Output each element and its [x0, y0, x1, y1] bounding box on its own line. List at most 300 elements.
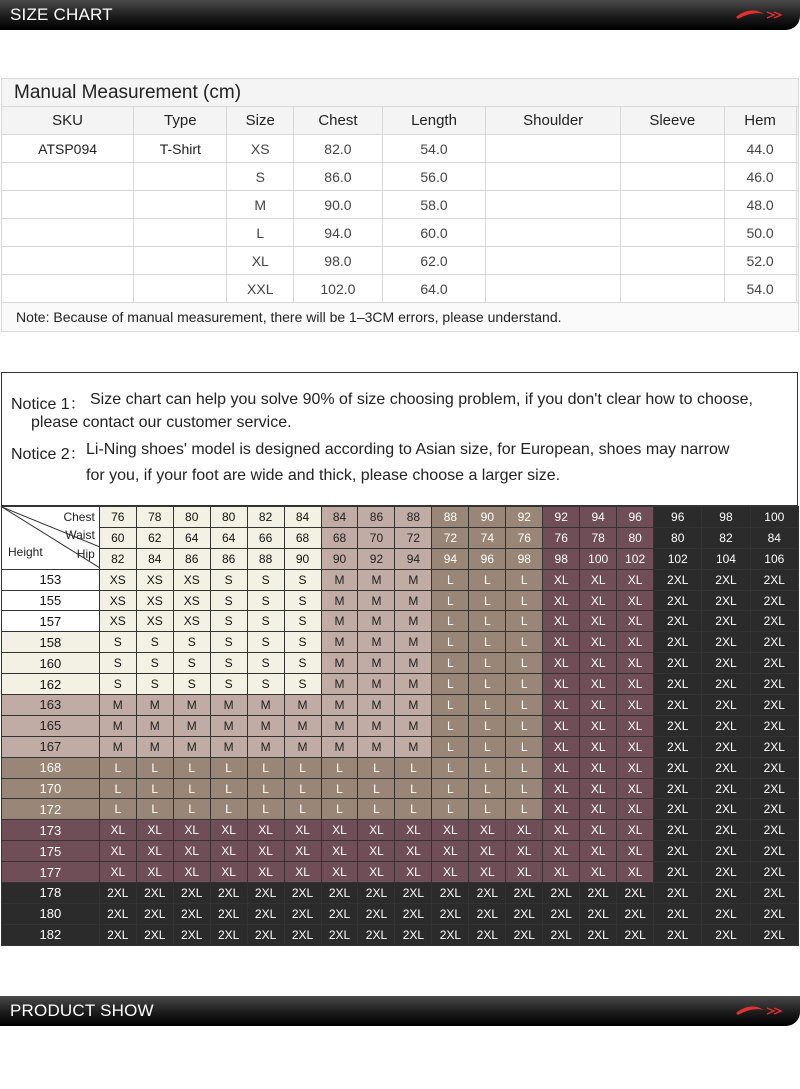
hip-value-cell: 86 — [210, 548, 247, 569]
size-cell: M — [99, 715, 136, 736]
size-cell: L — [321, 757, 358, 778]
size-cell: XL — [136, 841, 173, 862]
size-cell: L — [469, 632, 506, 653]
chest-value-cell: 86 — [358, 507, 395, 528]
size-cell: 2XL — [750, 715, 798, 736]
measurement-row — [2, 135, 799, 163]
hip-value-cell: 102 — [617, 548, 654, 569]
size-cell: L — [469, 695, 506, 716]
size-cell: XL — [247, 862, 284, 883]
measurement-header-cell — [796, 107, 798, 135]
height-cell: 158 — [2, 632, 100, 653]
size-cell: 2XL — [750, 841, 798, 862]
size-cell: S — [210, 674, 247, 695]
size-cell: S — [247, 611, 284, 632]
size-cell: S — [99, 653, 136, 674]
size-cell: S — [284, 590, 321, 611]
size-row — [2, 862, 799, 883]
size-cell: L — [506, 778, 543, 799]
size-cell: 2XL — [654, 715, 702, 736]
size-cell: 2XL — [750, 653, 798, 674]
measurement-cell: XS — [227, 135, 294, 163]
size-row — [2, 883, 799, 904]
size-row — [2, 674, 799, 695]
measurement-cell: 62.0 — [382, 247, 486, 275]
size-row — [2, 841, 799, 862]
size-cell: L — [136, 799, 173, 820]
size-cell: M — [136, 736, 173, 757]
size-cell: 2XL — [543, 924, 580, 945]
size-cell: 2XL — [99, 883, 136, 904]
size-cell: M — [173, 736, 210, 757]
chest-value-cell: 98 — [702, 507, 750, 528]
size-cell: L — [284, 778, 321, 799]
size-cell: S — [173, 632, 210, 653]
size-cell: XL — [284, 841, 321, 862]
measurement-cell — [486, 219, 621, 247]
size-cell: 2XL — [580, 924, 617, 945]
size-cell: L — [210, 799, 247, 820]
size-cell: XS — [99, 590, 136, 611]
size-cell: L — [469, 736, 506, 757]
height-cell: 157 — [2, 611, 100, 632]
hip-value-cell: 102 — [654, 548, 702, 569]
size-cell: XL — [469, 841, 506, 862]
size-cell: 2XL — [210, 924, 247, 945]
measurement-cell — [621, 135, 724, 163]
size-cell: L — [173, 799, 210, 820]
size-cell: L — [432, 778, 469, 799]
size-cell: L — [173, 778, 210, 799]
li-ning-logo-icon — [734, 1004, 790, 1018]
measurement-cell — [621, 191, 724, 219]
size-cell: L — [506, 757, 543, 778]
measurement-cell — [796, 163, 798, 191]
size-cell: XL — [580, 611, 617, 632]
size-cell: 2XL — [750, 611, 798, 632]
size-cell: 2XL — [173, 924, 210, 945]
size-cell: L — [136, 757, 173, 778]
size-cell: 2XL — [654, 903, 702, 924]
size-cell: XL — [136, 862, 173, 883]
size-cell: M — [321, 569, 358, 590]
measurement-cell: S — [227, 163, 294, 191]
size-cell: L — [469, 778, 506, 799]
size-cell: 2XL — [750, 736, 798, 757]
size-cell: XL — [543, 695, 580, 716]
size-cell: M — [395, 653, 432, 674]
size-cell: M — [284, 695, 321, 716]
size-cell: L — [99, 799, 136, 820]
size-cell: 2XL — [750, 903, 798, 924]
hip-value-cell: 106 — [750, 548, 798, 569]
size-cell: M — [395, 632, 432, 653]
size-cell: XL — [617, 569, 654, 590]
size-cell: 2XL — [284, 903, 321, 924]
size-cell: L — [321, 799, 358, 820]
hip-value-cell: 90 — [284, 548, 321, 569]
measurement-row — [2, 275, 799, 303]
size-cell: L — [506, 736, 543, 757]
height-cell: 167 — [2, 736, 100, 757]
size-cell: M — [321, 695, 358, 716]
size-cell: XL — [543, 757, 580, 778]
size-cell: L — [506, 590, 543, 611]
size-cell: S — [247, 653, 284, 674]
size-cell: M — [321, 715, 358, 736]
size-cell: XL — [395, 820, 432, 841]
height-cell: 160 — [2, 653, 100, 674]
size-cell: L — [469, 569, 506, 590]
size-cell: S — [247, 590, 284, 611]
size-cell: 2XL — [750, 695, 798, 716]
measurement-cell — [486, 191, 621, 219]
size-cell: L — [506, 799, 543, 820]
measurement-cell — [2, 247, 134, 275]
grid-corner — [2, 507, 100, 570]
hip-value-cell: 86 — [173, 548, 210, 569]
size-cell: M — [395, 590, 432, 611]
size-cell: 2XL — [136, 903, 173, 924]
size-cell: L — [395, 778, 432, 799]
measurement-cell: 48.0 — [724, 191, 796, 219]
size-cell: L — [358, 757, 395, 778]
size-cell: 2XL — [702, 590, 750, 611]
size-cell: M — [358, 695, 395, 716]
size-cell: XL — [580, 653, 617, 674]
size-cell: L — [136, 778, 173, 799]
size-cell: XL — [580, 820, 617, 841]
size-cell: XL — [173, 862, 210, 883]
chest-value-cell: 76 — [99, 507, 136, 528]
size-cell: 2XL — [702, 632, 750, 653]
size-cell: S — [284, 569, 321, 590]
size-cell: 2XL — [750, 757, 798, 778]
height-cell: 182 — [2, 924, 100, 945]
measurement-cell: 50.0 — [724, 219, 796, 247]
size-cell: XL — [543, 715, 580, 736]
size-cell: 2XL — [284, 883, 321, 904]
measurement-header-cell: SKU — [2, 107, 134, 135]
size-cell: XL — [543, 632, 580, 653]
size-cell: M — [173, 715, 210, 736]
size-cell: 2XL — [654, 695, 702, 716]
measurement-header-cell: Size — [227, 107, 294, 135]
size-cell: 2XL — [432, 924, 469, 945]
size-row — [2, 611, 799, 632]
size-cell: 2XL — [136, 924, 173, 945]
size-cell: 2XL — [702, 715, 750, 736]
height-cell: 168 — [2, 757, 100, 778]
measurement-cell — [486, 135, 621, 163]
waist-value-cell: 70 — [358, 527, 395, 548]
notice-2-text-cont: for you, if your foot are wide and thick, please choose a larger size. — [86, 467, 561, 484]
size-cell: XL — [321, 841, 358, 862]
size-cell: S — [284, 611, 321, 632]
measurement-table — [1, 78, 799, 332]
size-cell: L — [506, 695, 543, 716]
chest-value-cell: 80 — [210, 507, 247, 528]
measurement-header-cell: Hem — [724, 107, 796, 135]
size-cell: M — [321, 736, 358, 757]
size-cell: M — [136, 715, 173, 736]
measurement-cell: XXL — [227, 275, 294, 303]
measurement-cell — [134, 219, 227, 247]
measurement-cell — [2, 163, 134, 191]
size-cell: XL — [506, 841, 543, 862]
size-cell: S — [284, 632, 321, 653]
size-cell: 2XL — [358, 883, 395, 904]
size-cell: XL — [99, 862, 136, 883]
size-cell: L — [432, 590, 469, 611]
height-cell: 170 — [2, 778, 100, 799]
size-cell: 2XL — [654, 736, 702, 757]
height-label: Height — [8, 545, 43, 559]
hip-row — [2, 548, 799, 569]
height-cell: 180 — [2, 903, 100, 924]
chest-value-cell: 100 — [750, 507, 798, 528]
size-cell: XL — [173, 820, 210, 841]
size-cell: 2XL — [580, 903, 617, 924]
measurement-cell — [621, 219, 724, 247]
size-cell: XL — [543, 841, 580, 862]
measurement-cell — [621, 247, 724, 275]
size-cell: 2XL — [469, 883, 506, 904]
size-chart-banner — [0, 0, 800, 30]
height-cell: 178 — [2, 883, 100, 904]
size-cell: L — [469, 653, 506, 674]
waist-value-cell: 68 — [321, 527, 358, 548]
size-cell: 2XL — [358, 903, 395, 924]
size-cell: 2XL — [506, 924, 543, 945]
size-cell: L — [395, 799, 432, 820]
size-cell: 2XL — [654, 841, 702, 862]
size-cell: S — [99, 674, 136, 695]
size-cell: 2XL — [750, 820, 798, 841]
measurement-cell — [796, 275, 798, 303]
size-cell: 2XL — [702, 757, 750, 778]
height-cell: 175 — [2, 841, 100, 862]
size-cell: XL — [617, 778, 654, 799]
size-cell: XL — [247, 820, 284, 841]
size-cell: 2XL — [173, 883, 210, 904]
size-cell: 2XL — [702, 695, 750, 716]
size-cell: XL — [210, 820, 247, 841]
waist-value-cell: 78 — [580, 527, 617, 548]
size-cell: M — [395, 611, 432, 632]
size-cell: XL — [543, 862, 580, 883]
height-cell: 172 — [2, 799, 100, 820]
waist-value-cell: 68 — [284, 527, 321, 548]
size-cell: 2XL — [99, 924, 136, 945]
size-cell: 2XL — [654, 883, 702, 904]
hip-value-cell: 94 — [395, 548, 432, 569]
measurement-cell — [796, 135, 798, 163]
size-cell: XL — [543, 736, 580, 757]
size-cell: 2XL — [654, 799, 702, 820]
size-cell: 2XL — [543, 883, 580, 904]
size-cell: L — [284, 799, 321, 820]
size-cell: L — [506, 569, 543, 590]
measurement-header-cell: Type — [134, 107, 227, 135]
size-cell: L — [506, 674, 543, 695]
size-cell: M — [173, 695, 210, 716]
size-cell: 2XL — [358, 924, 395, 945]
size-cell: L — [506, 611, 543, 632]
size-cell: XL — [580, 590, 617, 611]
size-cell: 2XL — [702, 569, 750, 590]
size-row — [2, 653, 799, 674]
size-cell: S — [210, 611, 247, 632]
size-cell: L — [469, 757, 506, 778]
size-cell: XS — [136, 590, 173, 611]
size-cell: XL — [284, 862, 321, 883]
size-row — [2, 903, 799, 924]
size-cell: XL — [580, 757, 617, 778]
size-cell: 2XL — [750, 569, 798, 590]
size-cell: L — [247, 778, 284, 799]
size-cell: 2XL — [750, 590, 798, 611]
notice-2-label: Notice 2： — [11, 446, 86, 463]
size-cell: XL — [469, 862, 506, 883]
size-row — [2, 924, 799, 945]
size-cell: XL — [321, 820, 358, 841]
size-cell: XL — [358, 841, 395, 862]
size-cell: L — [469, 715, 506, 736]
size-cell: M — [136, 695, 173, 716]
size-cell: XL — [617, 757, 654, 778]
size-cell: L — [99, 757, 136, 778]
size-cell: XL — [617, 715, 654, 736]
size-cell: 2XL — [654, 757, 702, 778]
waist-value-cell: 64 — [210, 527, 247, 548]
size-cell: M — [284, 736, 321, 757]
size-row — [2, 632, 799, 653]
size-cell: M — [358, 590, 395, 611]
size-cell: XL — [543, 778, 580, 799]
hip-value-cell: 82 — [99, 548, 136, 569]
chest-value-cell: 84 — [321, 507, 358, 528]
measurement-cell: 82.0 — [294, 135, 383, 163]
product-show-banner — [0, 996, 800, 1026]
size-cell: S — [284, 653, 321, 674]
size-cell: L — [469, 611, 506, 632]
size-cell: XL — [580, 778, 617, 799]
size-cell: XL — [432, 820, 469, 841]
size-cell: L — [247, 757, 284, 778]
size-cell: M — [395, 674, 432, 695]
size-cell: M — [395, 569, 432, 590]
size-cell: XL — [617, 736, 654, 757]
size-row — [2, 757, 799, 778]
measurement-cell: 90.0 — [294, 191, 383, 219]
size-cell: 2XL — [702, 883, 750, 904]
size-cell: XL — [580, 841, 617, 862]
size-cell: L — [432, 653, 469, 674]
size-cell: XL — [580, 674, 617, 695]
size-cell: S — [247, 569, 284, 590]
size-cell: L — [432, 695, 469, 716]
chest-value-cell: 88 — [432, 507, 469, 528]
size-cell: S — [210, 569, 247, 590]
size-cell: L — [432, 674, 469, 695]
measurement-cell: 44.0 — [724, 135, 796, 163]
measurement-row — [2, 219, 799, 247]
size-cell: XL — [580, 569, 617, 590]
measurement-cell: M — [227, 191, 294, 219]
chest-value-cell: 84 — [284, 507, 321, 528]
measurement-cell — [2, 275, 134, 303]
size-chart-title: SIZE CHART — [10, 5, 113, 24]
chest-row — [2, 507, 799, 528]
measurement-cell — [134, 191, 227, 219]
size-cell: XL — [617, 862, 654, 883]
measurement-cell: 54.0 — [724, 275, 796, 303]
size-cell: S — [136, 674, 173, 695]
size-cell: 2XL — [702, 799, 750, 820]
measurement-row — [2, 191, 799, 219]
size-cell: M — [395, 695, 432, 716]
size-cell: 2XL — [702, 820, 750, 841]
measurement-cell — [134, 275, 227, 303]
waist-value-cell: 60 — [99, 527, 136, 548]
hip-value-cell: 98 — [506, 548, 543, 569]
hip-value-cell: 104 — [702, 548, 750, 569]
size-cell: L — [432, 611, 469, 632]
size-cell: XL — [580, 695, 617, 716]
size-cell: M — [99, 736, 136, 757]
size-cell: XL — [543, 611, 580, 632]
measurement-cell — [621, 163, 724, 191]
size-cell: 2XL — [750, 883, 798, 904]
size-cell: M — [99, 695, 136, 716]
size-cell: XL — [284, 820, 321, 841]
size-cell: XL — [321, 862, 358, 883]
size-cell: L — [99, 778, 136, 799]
size-cell: 2XL — [654, 611, 702, 632]
height-cell: 162 — [2, 674, 100, 695]
measurement-cell: XL — [227, 247, 294, 275]
size-cell: XL — [99, 841, 136, 862]
size-cell: S — [284, 674, 321, 695]
size-cell: XL — [247, 841, 284, 862]
size-cell: 2XL — [247, 903, 284, 924]
measurement-cell — [486, 275, 621, 303]
size-cell: 2XL — [654, 653, 702, 674]
size-cell: L — [247, 799, 284, 820]
size-cell: 2XL — [654, 569, 702, 590]
size-cell: XL — [136, 820, 173, 841]
size-cell: L — [432, 569, 469, 590]
hip-value-cell: 100 — [580, 548, 617, 569]
size-cell: XL — [617, 799, 654, 820]
size-cell: L — [432, 799, 469, 820]
height-cell: 163 — [2, 695, 100, 716]
size-cell: 2XL — [654, 632, 702, 653]
size-cell: 2XL — [247, 883, 284, 904]
size-cell: XL — [543, 674, 580, 695]
size-cell: 2XL — [654, 590, 702, 611]
size-cell: 2XL — [654, 674, 702, 695]
size-cell: M — [358, 736, 395, 757]
size-row — [2, 715, 799, 736]
size-cell: M — [358, 674, 395, 695]
size-cell: L — [358, 778, 395, 799]
size-grid-table — [1, 506, 799, 946]
size-cell: 2XL — [506, 883, 543, 904]
size-cell: L — [432, 715, 469, 736]
size-cell: XS — [173, 590, 210, 611]
